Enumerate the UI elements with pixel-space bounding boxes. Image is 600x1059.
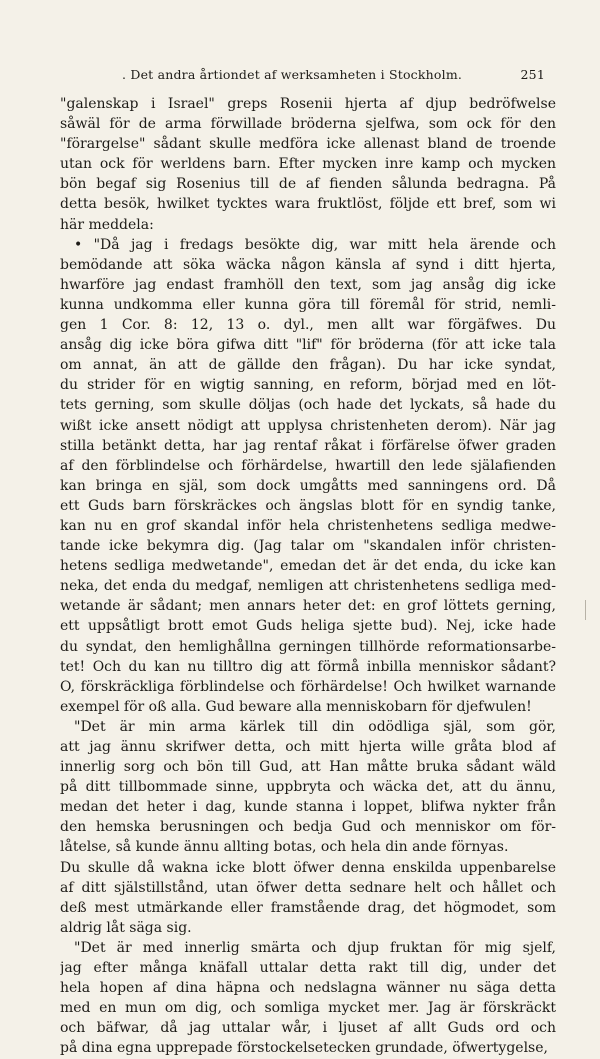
text-line: här meddela: — [60, 216, 154, 233]
text-line: hela hopen af dina häpna och nedslagna wänner nu säga detta — [60, 980, 556, 997]
text-line: detta besök, hwilket tycktes wara fruktlöst, följde ett bref, som wi — [60, 196, 556, 213]
text-line: af ditt själstillstånd, utan öfwer detta sednare helt och hållet och — [60, 879, 556, 896]
text-line: jag efter många knäfall uttalar detta rakt till dig, under det — [60, 960, 556, 977]
text-line: innerlig sorg och bön till Gud, att Han måtte bruka sådant wäld — [60, 759, 556, 776]
text-line: tande icke bekymra dig. (Jag talar om "skandalen inför christen- — [60, 538, 556, 555]
text-line: du syndat, den hemlighållna gerningen tillhörde reformationsarbe- — [60, 638, 556, 655]
text-line: bemödande att söka wäcka någon känsla af synd i ditt hjerta, — [60, 256, 556, 273]
page-number: 251 — [520, 67, 545, 82]
text-line: • "Då jag i fredags besökte dig, war mitt hela ärende och — [74, 236, 556, 253]
text-line: hwarföre jag endast framhöll den text, som jag ansåg dig icke — [60, 276, 556, 293]
margin-mark-right — [585, 600, 586, 620]
text-line: "galenskap i Israel" greps Rosenii hjerta af djup bedröfwelse — [60, 96, 556, 112]
text-line: du strider för en wigtig sanning, en reform, börjad med en löt- — [60, 377, 556, 394]
text-line: att jag ännu skrifwer detta, och mitt hjerta wille gråta blod af — [60, 739, 556, 755]
running-title: . Det andra årtiondet af werksamheten i Stockholm. — [122, 67, 463, 82]
text-line: bön begaf sig Rosenius till de af fienden sålunda bedragna. På — [60, 176, 556, 193]
page-header — [60, 63, 555, 85]
text-line: och bäfwar, då jag uttalar wår, i ljuset af allt Guds ord och — [60, 1020, 556, 1037]
text-line: kan nu en grof skandal inför hela christenhetens sedliga medwe- — [60, 517, 556, 534]
text-line: på dina egna upprepade förstockelsetecken grundade, öfwertygelse, — [60, 1040, 548, 1057]
text-line: medan det heter i dag, kunde stanna i loppet, blifwa nykter från — [60, 799, 556, 816]
text-line: deß mest utmärkande eller framstående drag, det högmodet, som — [60, 899, 556, 916]
text-line: kunna undkomma eller kunna göra till föremål för strid, nemli- — [60, 296, 556, 313]
text-line: om annat, än att de gällde den frågan). Du har icke syndat, — [60, 357, 556, 374]
text-line: wetande är sådant; men annars heter det: en grof löttets gerning, — [60, 598, 556, 615]
text-line: med en mun om dig, och somliga mycket mer. Jag är förskräckt — [60, 1000, 556, 1017]
text-line: på ditt tillbommade sinne, uppbryta och wäcka det, att du ännu, — [60, 779, 556, 796]
text-line: kan bringa en själ, som dock umgåtts med sanningens ord. Då — [60, 477, 556, 494]
text-line: "Det är min arma kärlek till din odödliga själ, som gör, — [74, 718, 556, 735]
text-line: låtelse, så kunde ännu allting botas, och hela din ande förnyas. — [60, 839, 509, 856]
text-line: Du skulle då wakna icke blott öfwer denna enskilda uppenbarelse — [60, 859, 556, 876]
text-line: såwäl för de arma förwillade bröderna sjelfwa, som ock för den — [60, 116, 556, 133]
text-line: ett Guds barn förskräckes och ängslas blott för en syndig tanke, — [60, 497, 556, 514]
text-line: O, förskräckliga förblindelse och förhärdelse! Och hwilket warnande — [60, 678, 556, 695]
text-line: den hemska berusningen och bedja Gud och menniskor om för- — [60, 819, 556, 836]
text-line: aldrig låt säga sig. — [60, 919, 192, 936]
text-line: ett uppsåtligt brott emot Guds heliga sjette bud). Nej, icke hade — [60, 618, 556, 635]
text-line: tet! Och du kan nu tilltro dig att förmå inbilla menniskor sådant? — [60, 658, 556, 675]
text-line: ansåg dig icke böra gifwa ditt "lif" för bröderna (för att icke tala — [60, 337, 556, 354]
text-line: af den förblindelse och förhärdelse, hwartill den lede själafienden — [60, 457, 556, 474]
text-line: utan ock för werldens barn. Efter mycken inre kamp och mycken — [60, 156, 556, 173]
text-line: hetens sedliga medwetande", emedan det är det enda, du icke kan — [60, 558, 556, 575]
text-line: "Det är med innerlig smärta och djup fruktan för mig sjelf, — [74, 939, 556, 956]
text-line: neka, det enda du medgaf, nemligen att christenhetens sedliga med- — [60, 578, 556, 595]
text-line: "förargelse" sådant skulle medföra icke allenast bland de troende — [60, 136, 556, 153]
text-line: exempel för oß alla. Gud beware alla menniskobarn för djefwulen! — [60, 698, 532, 715]
text-line: stilla betänkt detta, har jag rentaf råkat i förfärelse öfwer graden — [60, 437, 556, 454]
text-line: tets gerning, som skulle döljas (och hade det lyckats, så hade du — [60, 397, 556, 414]
text-line: gen 1 Cor. 8: 12, 13 o. dyl., men allt war förgäfwes. Du — [60, 317, 556, 334]
text-line: wißt icke ansett nödigt att upplysa christenheten derom). När jag — [60, 417, 556, 434]
page-body — [60, 94, 556, 1059]
